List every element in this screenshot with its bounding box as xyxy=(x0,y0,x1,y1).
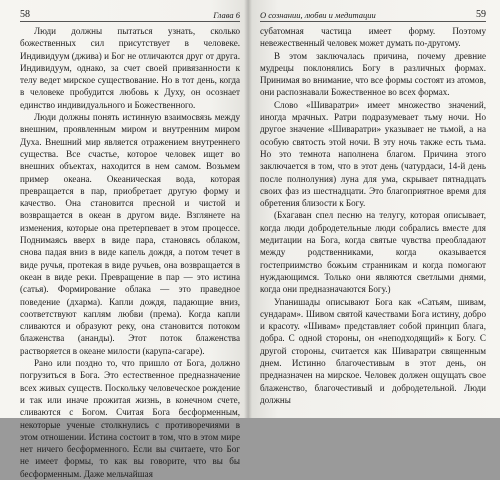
left-page-header xyxy=(20,8,240,22)
paragraph: (Бхагаван спел песню на телугу, которая описывает, когда люди добродетельные люди собрались вместе для медитации на Бога, когда святые чувства преобладают между родственниками, когда оказывается гостеприимство божьим странникам и когда помогают нуждающимся. Только они являются светлыми днями, когда они предназначаются Богу.) xyxy=(260,210,486,295)
right-page-header xyxy=(260,8,486,22)
right-running-head: О сознании, любви и медитации xyxy=(260,10,376,20)
paragraph: Рано или поздно то, что пришло от Бога, должно погрузиться в Бога. Это естественное предназначение всех живых существ. Поскольку человеческое рождение и так или иначе прожитая жизнь, в конечном счете, сливаются с Богом. Считая Бога бесформенным, некоторые ученые столкнулись с противоречиями в этом отношении. Истина состоит в том, что в этом мире нет ничего бесформенного. Если вы считаете, что Бог не имеет формы, то как вы говорите, что вы бы бесформенным. Даже мельчайшая xyxy=(20,358,240,479)
left-page-text xyxy=(20,25,240,480)
right-page xyxy=(248,0,500,418)
right-page-number: 59 xyxy=(476,9,486,20)
paragraph: Слово «Шиваратри» имеет множество значений, иногда мрачных. Ратри подразумевает тьму ночи. Но другое значение «Шиваратри» указывает не тьмой, а на особую святость этой ночи. В эту ночь также есть тьма. Но это темнота наполнена благом. Причина этого заключается в том, что в этот день (чатурдаси, 14-й день после полнолуния) луна для ума, скрывает пятнадцать своих фаз из шестнадцати. Это благоприятное время для обретения близости к Богу. xyxy=(260,99,486,209)
book-gutter xyxy=(244,0,252,418)
paragraph: В этом заключалась причина, почему древние мудрецы поклонялись Богу в различных формах. Принимая во внимание, что все формы состоят из атомов, они распознавали Божественное во всех формах. xyxy=(260,50,486,98)
left-running-head: Глава 6 xyxy=(213,10,240,20)
left-page xyxy=(0,0,248,479)
paragraph: субатомная частица имеет форму. Поэтому невежественный человек может думать по-другому. xyxy=(260,26,486,49)
paragraph: Люди должны понять истинную взаимосвязь между внешним, проявленным миром и внутренним миром Духа. Внешний мир является отражением внутреннего существа. Все счастье, которое человек ищет во внешних объектах, находится в нем самом. Возьмем пример океана. Океаническая вода, которая превращается в пар, приобретает другую форму и качество. Она становится пресной и чистой и возвращается в океан в другом виде. Взглянете на изменения, которые она претерпевает в этом процессе. Поднимаясь вверх в виде пара, становясь облаком, снова падая вниз в виде капель дождя, а потом течет в виде ручья, протекая в виде ручьев, она возвращается в океан в виде реки. Превращение в пар — это истина (сатья). Формирование облака — это праведное поведение (дхарма). Капли дождя, падающие вниз, соответствуют каплям любви (према). Когда капли сливаются и образуют реку, она становится потоком блаженства (ананды). Этот поток блаженства растворяется в океане милости (карупа-сагаре). xyxy=(20,112,240,356)
right-page-text xyxy=(260,25,486,406)
paragraph: Люди должны пытаться узнать, сколько божественных сил присутствует в человеке. Индивидуум (джива) и Бог не отличаются друг от друга. Индивидуум, однако, за счет своей привязанности к телу ведет мирское существование. Но в тот день, когда в человеке пробудится любовь к Духу, он осознает единство индивидуального и Божественного. xyxy=(20,26,240,110)
paragraph: Упанишады описывают Бога как «Сатьям, шивам, сундарам». Шивом святой качествами Бога истину, добро и красоту. «Шивам» представляет собой принцип блага, добра. С одной стороны, он «неподходящий» к Богу. С другой стороны, считается как Шиваратри священным днем. Истинно благочестивым в этот день, он предназначен на мирское. Человек должен ощущать свое блаженство, благочестивый и добродетельной. Люди должны xyxy=(260,296,486,405)
left-page-number: 58 xyxy=(20,9,30,20)
